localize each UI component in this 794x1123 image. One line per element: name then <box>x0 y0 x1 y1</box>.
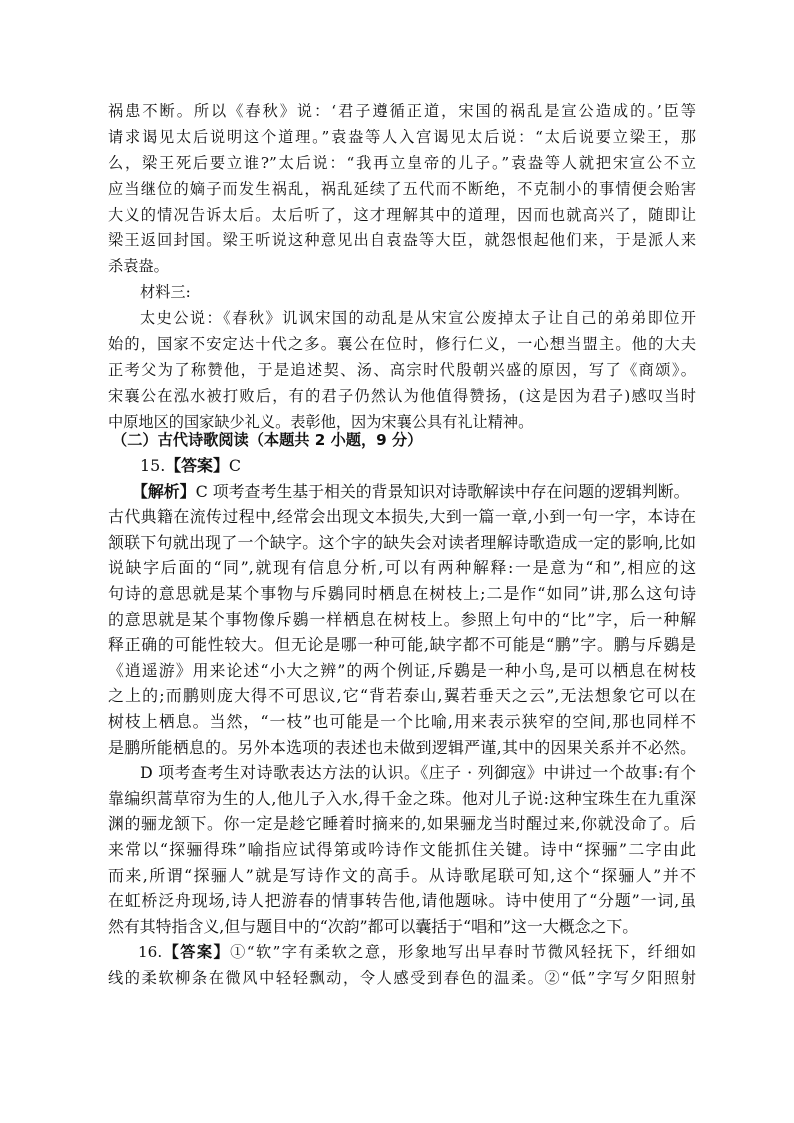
analysis-line: 古代典籍在流传过程中,经常会出现文本损失,大到一篇一章,小到一句一字，本诗在 <box>108 507 696 527</box>
q16-answer-text: ①“软”字有柔软之意，形象地写出早春时节微风轻抚下，纤细如 <box>230 943 696 961</box>
q16-answer-label: 【答案】 <box>162 943 231 961</box>
analysis-line: 颔联下句就出现了一个缺字。这个字的缺失会对读者理解诗歌造成一定的影响,比如 <box>108 532 696 552</box>
passage-line: 杀袁盎。 <box>108 257 169 276</box>
q15-answer-line <box>108 453 696 479</box>
analysis-line: 说缺字后面的“同”,就现有信息分析,可以有两种解释:一是意为“和”,相应的这 <box>108 558 696 578</box>
passage-line: 么，梁王死后要立谁?”太后说：“我再立皇帝的儿子。”袁盎等人就把宋宣公不立 <box>108 153 696 172</box>
material3-line: 始的，国家不安定达十代之多。襄公在位时，修行仁义，一心想当盟主。他的大夫 <box>108 335 696 354</box>
analysis-line: 渊的骊龙颔下。你一定是趁它睡着时摘来的,如果骊龙当时醒过来,你就没命了。后 <box>108 814 696 834</box>
material3-line: 中原地区的国家缺少礼义。表彰他，因为宋襄公具有礼让精神。 <box>108 412 534 431</box>
analysis-line: 句诗的意思就是某个事物与斥鷃同时栖息在树枝上;二是作“如同”讲,那么这句诗 <box>108 583 696 603</box>
question-15 <box>108 453 696 939</box>
answer-line: 线的柔软柳条在微风中轻轻飘动，令人感受到春色的温柔。②“低”字写夕阳照射 <box>108 968 696 987</box>
analysis-line: 释正确的可能性较大。但无论是哪一种可能,缺字都不可能是“鹏”字。鹏与斥鷃是 <box>108 635 696 655</box>
analysis-line: 靠编织蒿草帘为生的人,他儿子入水,得千金之珠。他对儿子说:这种宝珠生在九重深 <box>108 788 696 808</box>
analysis-line: 然有其特指含义,但与题目中的“次韵”都可以囊括于“唱和”这一大概念之下。 <box>108 916 639 936</box>
question-16 <box>108 940 696 992</box>
section-heading: （二）古代诗歌阅读（本题共 2 小题，9 分） <box>112 431 423 449</box>
analysis-line: 在虹桥泛舟现场,诗人把游春的情事转告他,请他题咏。诗中使用了“分题”一词,虽 <box>108 891 696 911</box>
q16-answer-line <box>108 940 696 966</box>
material3-title: 材料三: <box>140 283 191 302</box>
passage-line: 梁王返回封国。梁王听说这种意见出自袁盎等大臣，就怨恨起他们来，于是派人来 <box>108 231 696 250</box>
material3-line: 宋襄公在泓水被打败后，有的君子仍然认为他值得赞扬，(这是因为君子)感叹当时 <box>108 386 696 405</box>
passage-line: 祸患不断。所以《春秋》说：‘君子遵循正道，宋国的祸乱是宣公造成的。’臣等 <box>108 102 696 120</box>
q16-number: 16. <box>138 943 163 961</box>
q15-analysis-text: C 项考查考生基于相关的背景知识对诗歌解读中存在问题的逻辑判断。 <box>195 481 690 501</box>
analysis-line: 的意思就是某个事物像斥鷃一样栖息在树枝上。参照上句中的“比”字，后一种解 <box>108 609 696 629</box>
q15-number: 15. <box>140 456 166 475</box>
analysis-line: 《逍遥游》用来论述“小大之辨”的两个例证,斥鷃是一种小鸟,是可以栖息在树枝 <box>108 660 696 680</box>
material3-line: 太史公说：《春秋》讥讽宋国的动乱是从宋宣公废掉太子让自己的弟弟即位开 <box>140 309 696 328</box>
translation-passage <box>108 99 696 436</box>
q15-answer-value: C <box>228 456 242 475</box>
passage-line: 请求谒见太后说明这个道理。”袁盎等人入宫谒见太后说：“太后说要立梁王，那 <box>108 127 696 146</box>
passage-line: 应当继位的嫡子而发生祸乱，祸乱延续了五代而不断绝，不克制小的事情便会贻害 <box>108 179 696 198</box>
analysis-d-first: D 项考查考生对诗歌表达方法的认识。《庄子 · 列御寇》中讲过一个故事:有个 <box>140 763 696 783</box>
passage-line: 大义的情况告诉太后。太后听了，这才理解其中的道理，因而也就高兴了，随即让 <box>108 205 696 224</box>
analysis-line: 树枝上栖息。当然，“一枝”也可能是一个比喻,用来表示狭窄的空间,那也同样不 <box>108 711 696 731</box>
analysis-line: 之上的;而鹏则庞大得不可思议,它“背若泰山,翼若垂天之云”,无法想象它可以在 <box>108 686 696 706</box>
q15-analysis-line <box>108 479 696 505</box>
q15-analysis-label: 【解析】 <box>132 481 196 501</box>
analysis-line: 来常以“探骊得珠”喻指应试得第或吟诗作文能抓住关键。诗中“探骊”二字由此 <box>108 839 696 859</box>
analysis-line: 是鹏所能栖息的。另外本选项的表述也未做到逻辑严谨,其中的因果关系并不必然。 <box>108 737 696 757</box>
material3-line: 正考父为了称赞他，于是追述契、汤、高宗时代殷朝兴盛的原因，写了《商颂》。 <box>108 360 696 379</box>
q15-answer-label: 【答案】 <box>165 456 229 475</box>
analysis-line: 而来,所谓“探骊人”就是写诗作文的高手。从诗歌尾联可知,这个“探骊人”并不 <box>108 865 696 885</box>
